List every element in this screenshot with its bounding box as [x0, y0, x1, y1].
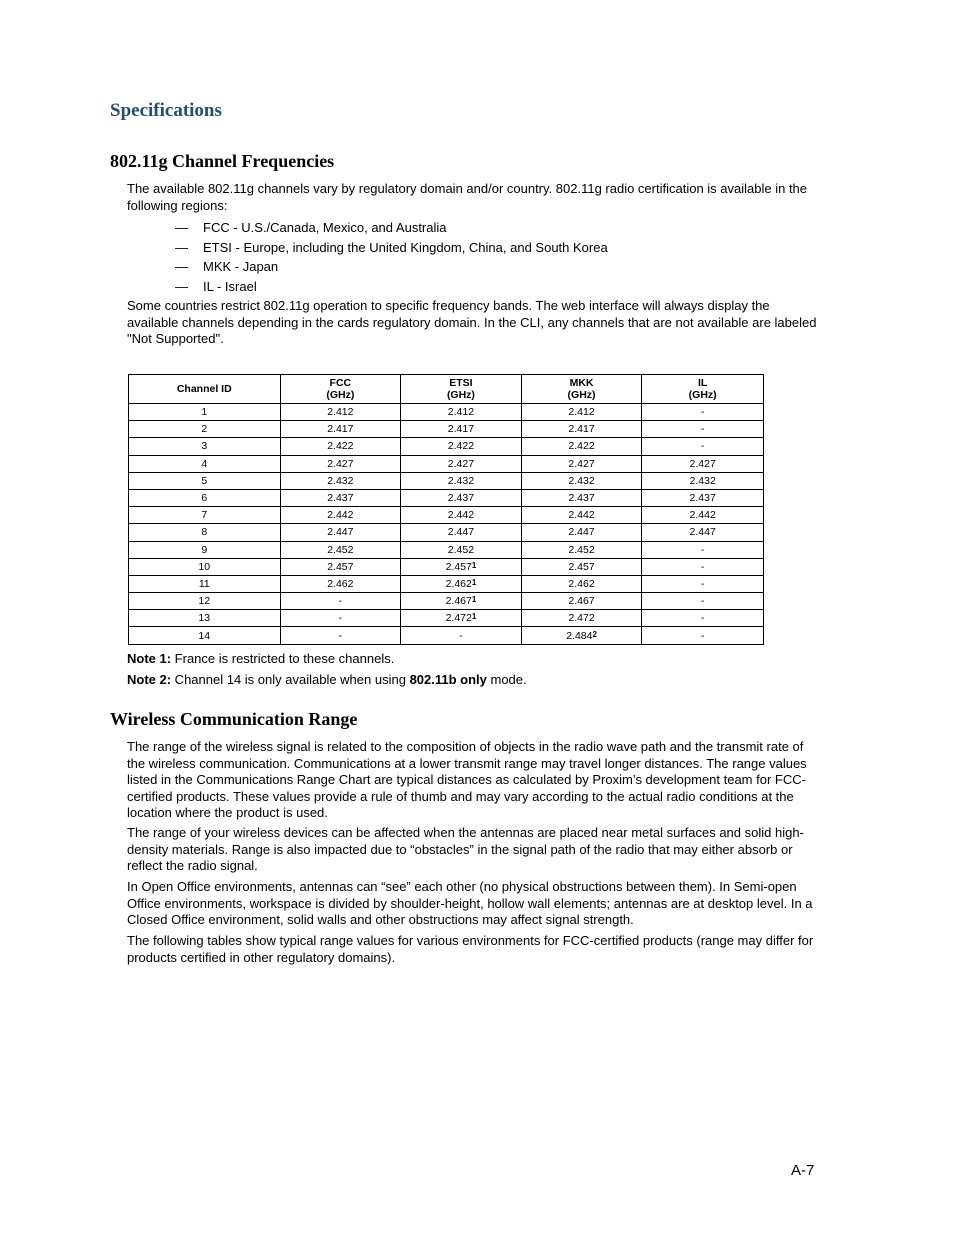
channel-intro-paragraph: The available 802.11g channels vary by regulatory domain and/or country. 802.11g radio certification is available in the following regions:: [127, 181, 808, 213]
table-row: [129, 489, 764, 506]
table-cell: 2.484$^2$: [521, 627, 642, 644]
table-cell: 2.432: [521, 472, 642, 489]
table-row: [129, 558, 764, 575]
table-header-row: [129, 375, 764, 404]
note-2: Note 2: Channel 14 is only available when using 802.11b only mode.: [127, 672, 527, 687]
table-cell: -: [642, 593, 764, 610]
page-number: A-7: [791, 1162, 815, 1179]
table-cell: 2.427: [280, 455, 401, 472]
table-cell: 2.422: [401, 438, 522, 455]
table-cell: 2.442: [521, 507, 642, 524]
table-cell: 2.427: [401, 455, 522, 472]
table-cell: 4: [129, 455, 281, 472]
header-etsi: ETSI (GHz): [401, 375, 522, 404]
table-cell: 2.427: [642, 455, 764, 472]
table-cell: 2.437: [280, 489, 401, 506]
table-cell: 2.447: [521, 524, 642, 541]
table-cell: 2.467$^1$: [401, 593, 522, 610]
table-cell: 2.467: [521, 593, 642, 610]
table-cell: 9: [129, 541, 281, 558]
table-cell: 2.447: [642, 524, 764, 541]
table-cell: 12: [129, 593, 281, 610]
table-cell: -: [642, 575, 764, 592]
table-cell: 2.452: [280, 541, 401, 558]
table-cell: 2.437: [401, 489, 522, 506]
section-title: Specifications: [110, 100, 222, 121]
table-cell: 2.442: [280, 507, 401, 524]
table-cell: 10: [129, 558, 281, 575]
table-cell: 2.447: [401, 524, 522, 541]
list-item: — ETSI - Europe, including the United Kingdom, China, and South Korea: [175, 238, 608, 258]
table-cell: 2.472$^1$: [401, 610, 522, 627]
table-cell: -: [642, 558, 764, 575]
range-paragraph-2: The range of your wireless devices can be affected when the antennas are placed near metal surfaces and solid high-density materials. Range is also impacted due to “obstacles” in the signal path of the radio that may either absorb or reflect the radio signal.: [127, 825, 804, 873]
table-cell: 2.442: [401, 507, 522, 524]
list-item: — FCC - U.S./Canada, Mexico, and Australia: [175, 218, 608, 238]
table-cell: 11: [129, 575, 281, 592]
range-paragraph-4: The following tables show typical range values for various environments for FCC-certified products (range may differ for products certified in other regulatory domains).: [127, 933, 814, 965]
table-cell: 2.422: [280, 438, 401, 455]
channel-frequencies-heading: 802.11g Channel Frequencies: [110, 151, 335, 171]
range-heading: Wireless Communication Range: [110, 709, 358, 729]
dash-bullet: —: [175, 220, 188, 235]
footnote-marker: 1: [471, 560, 477, 570]
table-cell: -: [642, 627, 764, 644]
footnote-marker: 2: [592, 629, 597, 639]
table-cell: 2.432: [401, 472, 522, 489]
table-cell: 3: [129, 438, 281, 455]
table-cell: -: [642, 610, 764, 627]
table-cell: 2.457: [280, 558, 401, 575]
table-row: [129, 404, 764, 421]
list-item: — IL - Israel: [175, 277, 608, 297]
table-cell: 2.417: [401, 421, 522, 438]
table-cell: 2.437: [642, 489, 764, 506]
table-row: [129, 610, 764, 627]
table-cell: -: [401, 627, 522, 644]
table-cell: 2.432: [642, 472, 764, 489]
table-cell: 2.462: [280, 575, 401, 592]
dash-bullet: —: [175, 278, 188, 294]
table-cell: -: [642, 421, 764, 438]
table-row: [129, 507, 764, 524]
footnote-marker: 1: [471, 595, 477, 605]
header-il: IL (GHz): [642, 375, 764, 404]
table-cell: 2.442: [642, 507, 764, 524]
table-cell: 5: [129, 472, 281, 489]
table-cell: 2.462$^1$: [401, 575, 522, 592]
table-row: [129, 455, 764, 472]
table-cell: 2.447: [280, 524, 401, 541]
table-cell: 2.457: [521, 558, 642, 575]
table-cell: 7: [129, 507, 281, 524]
table-cell: 2.457$^1$: [401, 558, 522, 575]
table-cell: 2.412: [280, 404, 401, 421]
dash-bullet: —: [175, 239, 188, 255]
table-cell: 1: [129, 404, 281, 421]
channel-frequency-table: [128, 374, 764, 645]
table-row: [129, 472, 764, 489]
table-cell: 2.417: [280, 421, 401, 438]
table-row: [129, 627, 764, 644]
table-cell: 2.452: [401, 541, 522, 558]
table-cell: -: [280, 610, 401, 627]
table-cell: -: [280, 627, 401, 644]
footnote-marker: 1: [471, 612, 477, 622]
table-row: [129, 575, 764, 592]
table-cell: 2.422: [521, 438, 642, 455]
table-cell: 2.437: [521, 489, 642, 506]
table-row: [129, 593, 764, 610]
table-cell: -: [642, 541, 764, 558]
dash-bullet: —: [175, 259, 188, 274]
table-cell: 2.462: [521, 575, 642, 592]
footnote-marker: 1: [471, 577, 477, 587]
table-row: [129, 541, 764, 558]
table-cell: 2.472: [521, 610, 642, 627]
header-channel-id: Channel ID: [129, 375, 281, 404]
header-fcc: FCC (GHz): [280, 375, 401, 404]
table-body: [129, 404, 764, 645]
region-list: [175, 218, 608, 296]
table-cell: 2: [129, 421, 281, 438]
table-cell: -: [642, 438, 764, 455]
table-cell: 14: [129, 627, 281, 644]
table-cell: -: [280, 593, 401, 610]
note-1: Note 1: France is restricted to these channels.: [127, 651, 395, 666]
header-mkk: MKK (GHz): [521, 375, 642, 404]
table-row: [129, 421, 764, 438]
table-cell: 2.417: [521, 421, 642, 438]
range-paragraph-1: The range of the wireless signal is related to the composition of objects in the radio wave path and the transmit rate of the wireless communication. Communications at a lower transmit range may travel longer distances. The range values listed in the Communications Range Chart are typical distances as calculated by Proxim’s development team for FCC-certified products. These values provide a rule of thumb and may vary according to the actual radio conditions at the location where the product is used.: [127, 739, 807, 820]
table-cell: 2.412: [401, 404, 522, 421]
table-cell: 8: [129, 524, 281, 541]
table-row: [129, 524, 764, 541]
table-row: [129, 438, 764, 455]
list-item: — MKK - Japan: [175, 257, 608, 277]
table-cell: 6: [129, 489, 281, 506]
table-cell: 2.452: [521, 541, 642, 558]
table-cell: 2.432: [280, 472, 401, 489]
table-cell: -: [642, 404, 764, 421]
restriction-paragraph: Some countries restrict 802.11g operation to specific frequency bands. The web interface will always display the available channels depending in the cards regulatory domain. In the CLI, any channels that are not available are labeled "Not Supported".: [127, 298, 817, 346]
range-paragraph-3: In Open Office environments, antennas can “see” each other (no physical obstructions between them). In Semi-open Office environments, workspace is divided by shoulder-height, hollow wall elements; antennas are at desktop level. In a Closed Office environment, solid walls and other obstructions may affect signal strength.: [127, 879, 813, 927]
table-cell: 13: [129, 610, 281, 627]
table-cell: 2.427: [521, 455, 642, 472]
table-cell: 2.412: [521, 404, 642, 421]
